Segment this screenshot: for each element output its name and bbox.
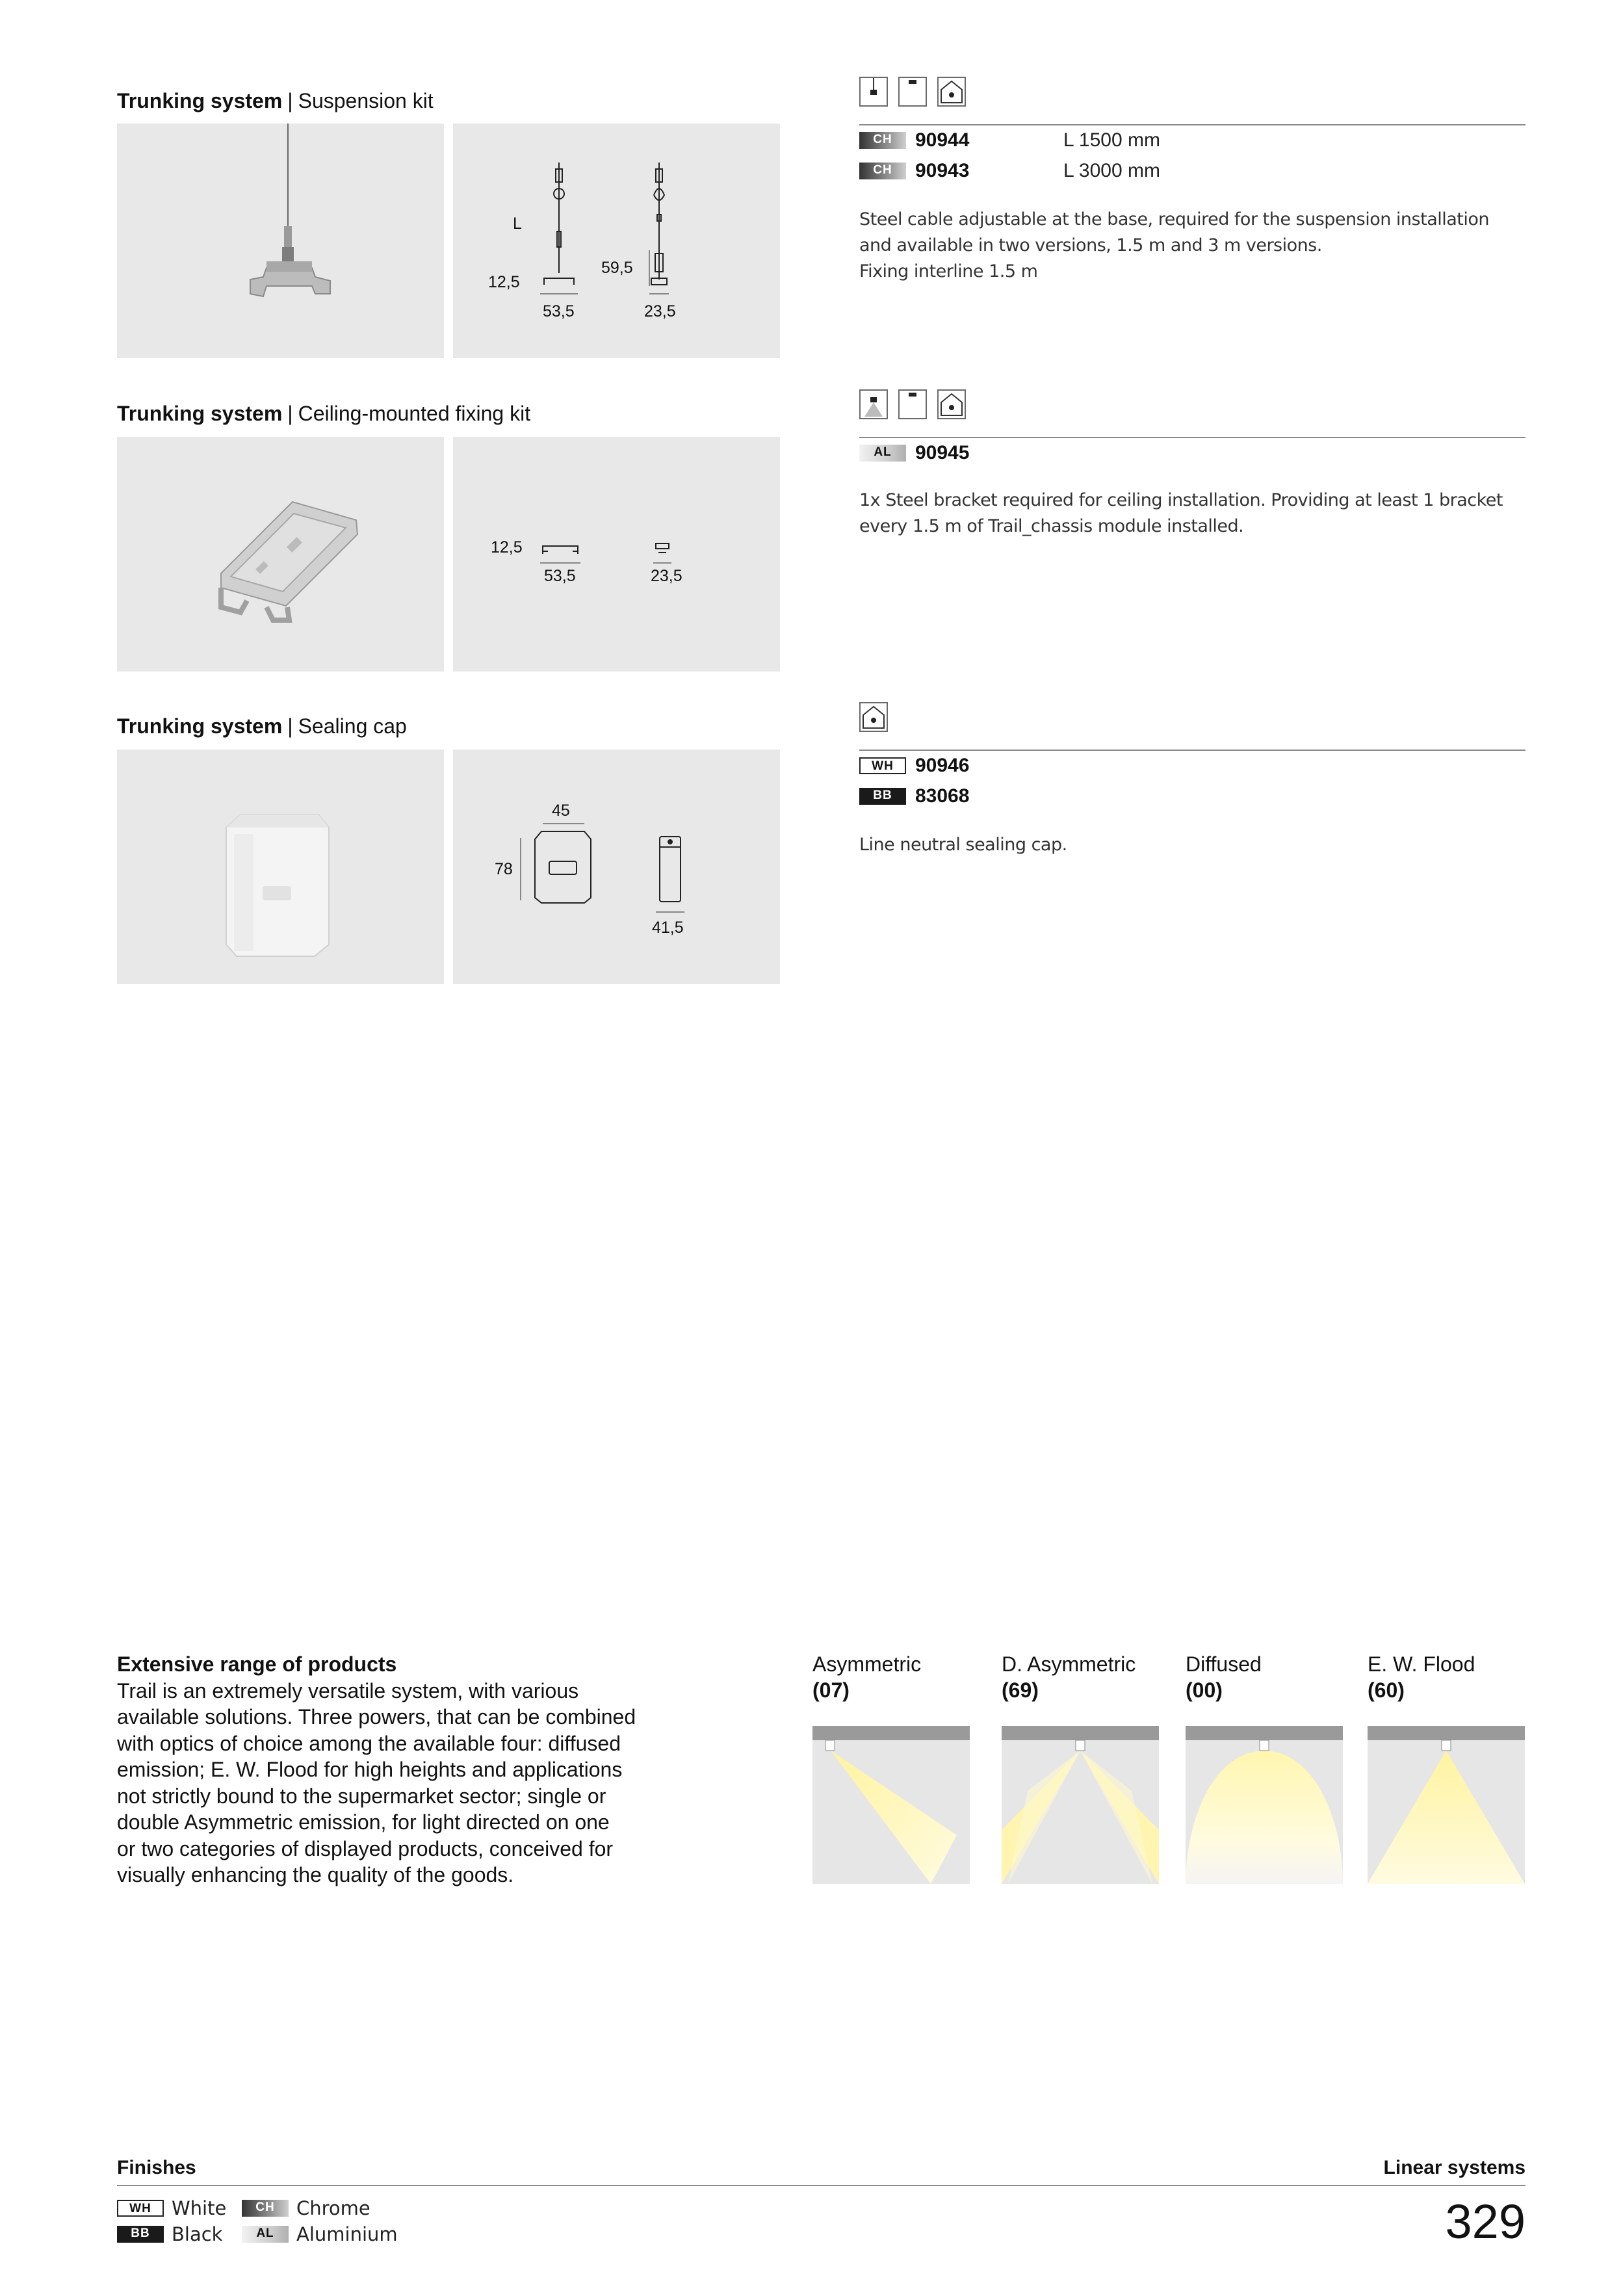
description-line: every 1.5 m of Trail_chassis module installed. [859, 516, 1244, 536]
dim-width-b: 23,5 [644, 302, 676, 320]
description-line: and available in two versions, 1.5 m and 3 m versions. [859, 235, 1322, 255]
intro-line: visually enhancing the quality of the goods. [117, 1863, 514, 1886]
section-title-sealing-cap [117, 713, 407, 739]
intro-text [117, 1651, 702, 1888]
optic-name-ew-flood: E. W. Flood [1368, 1652, 1475, 1676]
product-description [859, 832, 1535, 858]
intro-line: not strictly bound to the supermarket sector; single or [117, 1784, 606, 1808]
optic-name-d-asymmetric: D. Asymmetric [1002, 1652, 1136, 1676]
dim-length-l: L [513, 215, 522, 233]
section-rule [859, 750, 1526, 751]
page-number: 329 [1445, 2195, 1526, 2249]
finish-name-aluminium: Aluminium [296, 2223, 398, 2245]
category-label: Linear systems [1383, 2157, 1526, 2178]
product-code: 90945 [915, 442, 970, 463]
intro-line: with optics of choice among the available four: diffused [117, 1731, 621, 1755]
description-line: 1x Steel bracket required for ceiling installation. Providing at least 1 bracket [859, 490, 1503, 510]
ceiling-mount-icon [898, 77, 927, 107]
ceiling-mount-icon [898, 389, 927, 419]
dim-height-a: 78 [495, 860, 513, 878]
finish-name-chrome: Chrome [296, 2197, 370, 2219]
ceiling-bracket-photo [117, 437, 444, 672]
section-title-rest: Sealing cap [298, 714, 407, 738]
intro-line: Trail is an extremely versatile system, with various [117, 1678, 579, 1702]
product-length: L 3000 mm [1063, 160, 1160, 181]
section-title-ceiling-kit [117, 400, 530, 426]
optic-name-diffused: Diffused [1186, 1652, 1262, 1676]
optic-diagram-asymmetric [812, 1726, 970, 1884]
finish-badge: AL [859, 445, 906, 462]
intro-heading: Extensive range of products [117, 1652, 397, 1676]
title-separator: | [287, 402, 293, 425]
section-title-bold: Trunking system [117, 89, 283, 112]
dimension-drawing-ceiling-kit [453, 437, 780, 672]
title-separator: | [287, 714, 293, 738]
finish-badge-aluminium: AL [242, 2226, 289, 2243]
section-title-bold: Trunking system [117, 402, 283, 425]
suspension-kit-photo [117, 124, 444, 358]
indoor-icon [937, 389, 966, 419]
product-code: 90946 [915, 755, 970, 776]
dim-height-a: 12,5 [491, 538, 523, 556]
section-title-bold: Trunking system [117, 714, 283, 738]
suspension-dimension-drawing [453, 124, 780, 358]
section-title-suspension [117, 88, 434, 114]
product-code: 83068 [915, 785, 970, 807]
product-length: L 1500 mm [1063, 129, 1160, 151]
suspended-mount-icon [859, 77, 888, 107]
dim-width-b: 23,5 [651, 567, 682, 585]
dim-width-a: 45 [552, 802, 570, 820]
dim-height-a: 12,5 [488, 273, 520, 291]
finish-badge: CH [859, 163, 906, 179]
finish-badge: CH [859, 132, 906, 149]
optic-code-ew-flood: (60) [1368, 1678, 1405, 1702]
intro-line: available solutions. Three powers, that can be combined [117, 1705, 636, 1729]
optic-code-diffused: (00) [1186, 1678, 1223, 1702]
optic-name-asymmetric: Asymmetric [812, 1652, 922, 1676]
finish-badge-chrome: CH [242, 2200, 289, 2217]
finish-badge: BB [859, 788, 906, 805]
finishes-label: Finishes [117, 2157, 196, 2178]
finish-name-white: White [172, 2197, 227, 2219]
description-line: Line neutral sealing cap. [859, 835, 1067, 855]
optic-code-d-asymmetric: (69) [1002, 1678, 1039, 1702]
dim-height-b: 59,5 [601, 259, 633, 277]
optic-diagram-diffused [1186, 1726, 1343, 1884]
product-code: 90944 [915, 129, 970, 151]
description-line: Fixing interline 1.5 m [859, 261, 1038, 281]
section-rule [859, 437, 1526, 438]
title-separator: | [287, 89, 293, 112]
finish-badge: WH [859, 757, 906, 774]
section-rule [859, 124, 1526, 125]
optic-code-asymmetric: (07) [812, 1678, 850, 1702]
product-code: 90943 [915, 160, 970, 181]
footer-rule [117, 2185, 1526, 2186]
dim-width-b: 41,5 [652, 919, 684, 937]
optic-diagram-ew-flood [1368, 1726, 1525, 1884]
product-description [859, 207, 1535, 285]
intro-line: emission; E. W. Flood for high heights and applications [117, 1758, 623, 1781]
section-title-rest: Suspension kit [298, 89, 434, 112]
suspended-mount-icon [859, 389, 888, 419]
product-photo-suspension [117, 124, 444, 358]
indoor-icon [937, 77, 966, 107]
dim-width-a: 53,5 [543, 302, 575, 320]
indoor-icon [859, 702, 888, 732]
intro-line: double Asymmetric emission, for light directed on one [117, 1810, 610, 1834]
dim-width-a: 53,5 [544, 567, 576, 585]
product-description [859, 488, 1535, 540]
dimension-drawing-suspension [453, 124, 780, 358]
intro-line: or two categories of displayed products, conceived for [117, 1836, 614, 1860]
product-photo-sealing-cap [117, 750, 444, 984]
finish-badge-white: WH [117, 2200, 164, 2217]
finish-badge-black: BB [117, 2226, 164, 2243]
finish-name-black: Black [172, 2223, 223, 2245]
optic-diagram-d-asymmetric [1002, 1726, 1159, 1884]
section-title-rest: Ceiling-mounted fixing kit [298, 402, 531, 425]
sealing-cap-photo [117, 750, 444, 984]
product-photo-ceiling-kit [117, 437, 444, 672]
dimension-drawing-sealing-cap [453, 750, 780, 984]
description-line: Steel cable adjustable at the base, required for the suspension installation [859, 209, 1490, 229]
